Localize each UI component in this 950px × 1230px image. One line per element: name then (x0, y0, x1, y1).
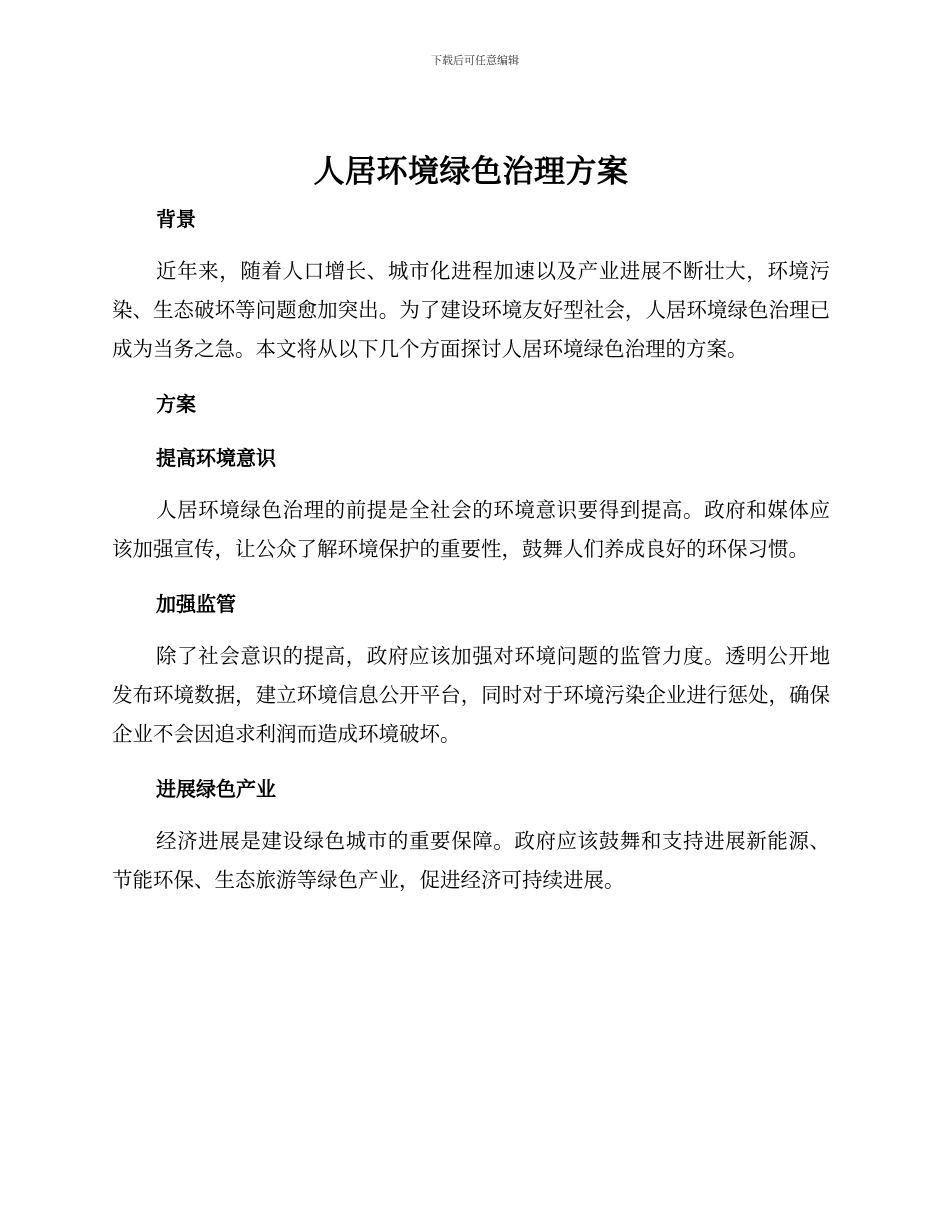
document-body (112, 150, 830, 900)
section-heading-background: 背景 (156, 207, 196, 231)
section-heading-green-industry: 进展绿色产业 (156, 777, 276, 801)
paragraph-supervision: 除了社会意识的提高，政府应该加强对环境问题的监管力度。透明公开地发布环境数据，建立环境信息公开平台，同时对于环境污染企业进行惩处，确保企业不会因追求利润而造成环境破坏。 (112, 644, 830, 746)
paragraph-awareness: 人居环境绿色治理的前提是全社会的环境意识要得到提高。政府和媒体应该加强宣传，让公众了解环境保护的重要性，鼓舞人们养成良好的环保习惯。 (112, 498, 830, 561)
page-header-note: 下载后可任意编辑 (431, 54, 519, 67)
paragraph-background: 近年来，随着人口增长、城市化进程加速以及产业进展不断壮大，环境污染、生态破坏等问题愈加突出。为了建设环境友好型社会，人居环境绿色治理已成为当务之急。本文将从以下几个方面探讨人居环境绿色治理的方案。 (112, 259, 830, 361)
section-heading-awareness: 提高环境意识 (156, 446, 276, 470)
section-heading-supervision: 加强监管 (156, 592, 236, 616)
document-title: 人居环境绿色治理方案 (313, 154, 629, 190)
paragraph-green-industry: 经济进展是建设绿色城市的重要保障。政府应该鼓舞和支持进展新能源、节能环保、生态旅游等绿色产业，促进经济可持续进展。 (112, 829, 830, 892)
section-heading-plan: 方案 (156, 392, 196, 416)
